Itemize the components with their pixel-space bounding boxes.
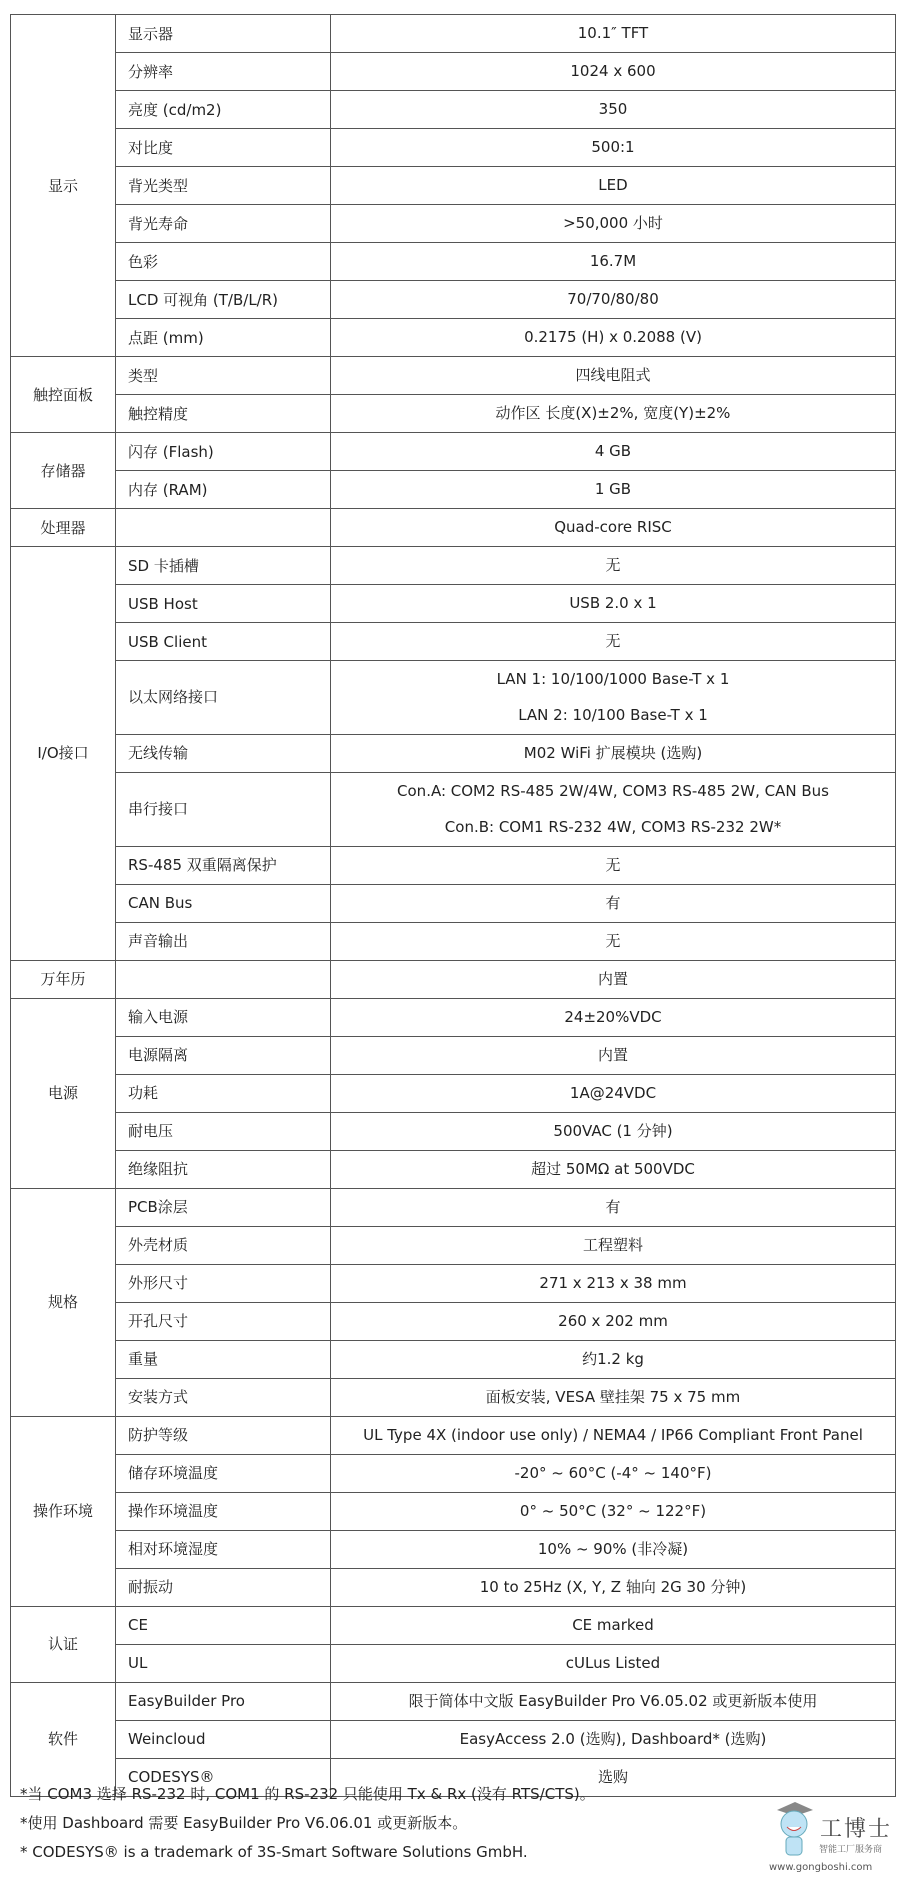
- footnotes: [20, 1780, 595, 1867]
- item-cell: 色彩: [116, 243, 331, 281]
- table-row: [11, 661, 896, 735]
- value-line: 24±20%VDC: [564, 1007, 662, 1026]
- table-row: [11, 585, 896, 623]
- item-cell: 储存环境温度: [116, 1454, 331, 1492]
- value-cell: [331, 129, 896, 167]
- value-line: 260 x 202 mm: [558, 1311, 668, 1330]
- value-cell: [331, 1378, 896, 1416]
- table-row: [11, 167, 896, 205]
- table-row: [11, 1682, 896, 1720]
- item-cell: 对比度: [116, 129, 331, 167]
- item-cell: USB Host: [116, 585, 331, 623]
- value-cell: [331, 960, 896, 998]
- watermark-logo: 工博士 智能工厂服务商 www.gongboshi.com: [765, 1800, 895, 1880]
- table-row: [11, 357, 896, 395]
- value-line: 10% ~ 90% (非冷凝): [537, 1539, 689, 1558]
- item-cell: 外壳材质: [116, 1226, 331, 1264]
- table-row: [11, 471, 896, 509]
- table-row: [11, 1644, 896, 1682]
- value-line: 超过 50MΩ at 500VDC: [531, 1159, 695, 1178]
- value-line: LAN 2: 10/100 Base-T x 1: [518, 706, 708, 725]
- item-cell: 防护等级: [116, 1416, 331, 1454]
- table-row: [11, 129, 896, 167]
- category-cell: I/O接口: [11, 547, 116, 961]
- value-line: 1024 x 600: [570, 62, 656, 80]
- item-cell: RS-485 双重隔离保护: [116, 846, 331, 884]
- item-cell: [116, 960, 331, 998]
- spec-table: [10, 14, 896, 1797]
- value-cell: [331, 846, 896, 884]
- item-cell: 安装方式: [116, 1378, 331, 1416]
- value-cell: [331, 1340, 896, 1378]
- table-row: [11, 1416, 896, 1454]
- item-cell: 相对环境湿度: [116, 1530, 331, 1568]
- value-line: 无: [605, 855, 621, 874]
- item-cell: 触控精度: [116, 395, 331, 433]
- item-cell: 功耗: [116, 1074, 331, 1112]
- value-line: 有: [605, 1197, 621, 1216]
- footnote: *当 COM3 选择 RS-232 时, COM1 的 RS-232 只能使用 Tx & Rx (没有 RTS/CTS)。: [20, 1785, 595, 1803]
- item-cell: [116, 509, 331, 547]
- item-cell: 背光类型: [116, 167, 331, 205]
- table-row: [11, 846, 896, 884]
- value-cell: [331, 167, 896, 205]
- value-line: 271 x 213 x 38 mm: [539, 1273, 687, 1292]
- item-cell: Weincloud: [116, 1720, 331, 1758]
- value-cell: [331, 998, 896, 1036]
- value-cell: [331, 772, 896, 846]
- value-line: -20° ~ 60°C (-4° ~ 140°F): [514, 1463, 712, 1482]
- item-cell: 绝缘阻抗: [116, 1150, 331, 1188]
- table-row: [11, 15, 896, 53]
- value-line: LAN 1: 10/100/1000 Base-T x 1: [496, 670, 730, 689]
- value-cell: [331, 1074, 896, 1112]
- table-row: [11, 395, 896, 433]
- table-row: [11, 998, 896, 1036]
- value-line: 350: [598, 100, 628, 118]
- value-cell: [331, 1150, 896, 1188]
- value-line: EasyAccess 2.0 (选购), Dashboard* (选购): [459, 1729, 767, 1748]
- item-cell: PCB涂层: [116, 1188, 331, 1226]
- category-cell: 电源: [11, 998, 116, 1188]
- category-cell: 规格: [11, 1188, 116, 1416]
- value-line: LED: [598, 176, 628, 194]
- value-line: >50,000 小时: [563, 214, 663, 232]
- table-row: [11, 922, 896, 960]
- value-line: 无: [605, 556, 621, 574]
- category-cell: 处理器: [11, 509, 116, 547]
- value-cell: [331, 1644, 896, 1682]
- value-cell: [331, 1302, 896, 1340]
- value-line: Quad-core RISC: [554, 518, 672, 536]
- table-row: [11, 1454, 896, 1492]
- item-cell: 内存 (RAM): [116, 471, 331, 509]
- value-cell: [331, 1112, 896, 1150]
- value-line: 四线电阻式: [575, 366, 651, 384]
- value-line: 70/70/80/80: [567, 290, 659, 308]
- item-cell: 显示器: [116, 15, 331, 53]
- value-cell: [331, 922, 896, 960]
- value-line: 工程塑料: [582, 1235, 643, 1254]
- value-cell: [331, 1606, 896, 1644]
- table-row: [11, 1530, 896, 1568]
- value-line: 1 GB: [594, 480, 632, 498]
- value-line: 500:1: [591, 138, 635, 156]
- item-cell: USB Client: [116, 623, 331, 661]
- item-cell: 电源隔离: [116, 1036, 331, 1074]
- value-cell: [331, 547, 896, 585]
- value-cell: [331, 319, 896, 357]
- category-cell: 认证: [11, 1606, 116, 1682]
- value-line: 10 to 25Hz (X, Y, Z 轴向 2G 30 分钟): [479, 1577, 747, 1596]
- value-cell: [331, 15, 896, 53]
- value-cell: [331, 1188, 896, 1226]
- category-cell: 显示: [11, 15, 116, 357]
- value-line: 0° ~ 50°C (32° ~ 122°F): [519, 1501, 707, 1520]
- value-cell: [331, 1568, 896, 1606]
- value-line: 面板安装, VESA 壁挂架 75 x 75 mm: [485, 1387, 741, 1406]
- value-line: 0.2175 (H) x 0.2088 (V): [524, 328, 702, 346]
- value-cell: [331, 509, 896, 547]
- table-row: [11, 884, 896, 922]
- value-cell: [331, 1226, 896, 1264]
- item-cell: 耐振动: [116, 1568, 331, 1606]
- value-cell: [331, 1492, 896, 1530]
- footnote: *使用 Dashboard 需要 EasyBuilder Pro V6.06.01 或更新版本。: [20, 1814, 468, 1832]
- value-line: M02 WiFi 扩展模块 (选购): [523, 743, 703, 762]
- table-row: [11, 1074, 896, 1112]
- value-cell: [331, 91, 896, 129]
- table-row: [11, 1264, 896, 1302]
- item-cell: 声音输出: [116, 922, 331, 960]
- table-row: [11, 1606, 896, 1644]
- value-cell: [331, 243, 896, 281]
- value-cell: [331, 884, 896, 922]
- value-line: 无: [605, 931, 621, 950]
- value-cell: [331, 734, 896, 772]
- value-cell: [331, 433, 896, 471]
- item-cell: CE: [116, 1606, 331, 1644]
- category-cell: 万年历: [11, 960, 116, 998]
- value-cell: [331, 357, 896, 395]
- table-row: [11, 772, 896, 846]
- value-line: 无: [605, 632, 621, 650]
- table-row: [11, 1720, 896, 1758]
- item-cell: LCD 可视角 (T/B/L/R): [116, 281, 331, 319]
- value-line: 约1.2 kg: [582, 1349, 644, 1368]
- value-line: 16.7M: [589, 252, 637, 270]
- item-cell: 类型: [116, 357, 331, 395]
- value-line: cULus Listed: [565, 1653, 661, 1672]
- value-line: Con.A: COM2 RS-485 2W/4W, COM3 RS-485 2W, CAN Bus: [397, 782, 829, 801]
- table-row: [11, 1302, 896, 1340]
- value-cell: [331, 471, 896, 509]
- item-cell: 闪存 (Flash): [116, 433, 331, 471]
- item-cell: 输入电源: [116, 998, 331, 1036]
- category-cell: 触控面板: [11, 357, 116, 433]
- table-row: [11, 1112, 896, 1150]
- table-row: [11, 509, 896, 547]
- item-cell: EasyBuilder Pro: [116, 1682, 331, 1720]
- value-cell: [331, 1682, 896, 1720]
- value-cell: [331, 623, 896, 661]
- value-line: CE marked: [572, 1615, 654, 1634]
- value-cell: [331, 1720, 896, 1758]
- table-row: [11, 53, 896, 91]
- table-row: [11, 1568, 896, 1606]
- item-cell: 无线传输: [116, 734, 331, 772]
- item-cell: 开孔尺寸: [116, 1302, 331, 1340]
- item-cell: 耐电压: [116, 1112, 331, 1150]
- value-line: 内置: [597, 969, 628, 988]
- table-row: [11, 91, 896, 129]
- table-row: [11, 1378, 896, 1416]
- category-cell: 存储器: [11, 433, 116, 509]
- value-line: Con.B: COM1 RS-232 4W, COM3 RS-232 2W*: [444, 818, 782, 837]
- table-row: [11, 1340, 896, 1378]
- footnote: * CODESYS® is a trademark of 3S-Smart Software Solutions GmbH.: [20, 1843, 528, 1861]
- item-cell: 串行接口: [116, 772, 331, 846]
- value-cell: [331, 1530, 896, 1568]
- item-cell: 外形尺寸: [116, 1264, 331, 1302]
- item-cell: 重量: [116, 1340, 331, 1378]
- table-row: [11, 243, 896, 281]
- value-line: 4 GB: [594, 442, 632, 460]
- category-cell: 软件: [11, 1682, 116, 1796]
- value-line: 10.1″ TFT: [577, 24, 649, 42]
- item-cell: SD 卡插槽: [116, 547, 331, 585]
- value-cell: [331, 1264, 896, 1302]
- value-cell: [331, 281, 896, 319]
- item-cell: 背光寿命: [116, 205, 331, 243]
- value-line: 1A@24VDC: [569, 1083, 657, 1102]
- table-row: [11, 1036, 896, 1074]
- value-line: USB 2.0 x 1: [569, 594, 657, 612]
- table-row: [11, 1492, 896, 1530]
- category-cell: 操作环境: [11, 1416, 116, 1606]
- value-line: 内置: [597, 1045, 628, 1064]
- item-cell: CODESYS®: [116, 1758, 331, 1796]
- table-row: [11, 433, 896, 471]
- table-row: [11, 319, 896, 357]
- value-line: 选购: [597, 1767, 628, 1786]
- item-cell: 亮度 (cd/m2): [116, 91, 331, 129]
- value-line: UL Type 4X (indoor use only) / NEMA4 / IP66 Compliant Front Panel: [363, 1425, 863, 1444]
- item-cell: 以太网络接口: [116, 661, 331, 735]
- item-cell: 分辨率: [116, 53, 331, 91]
- mascot-icon: [769, 1800, 819, 1862]
- table-row: [11, 1150, 896, 1188]
- item-cell: UL: [116, 1644, 331, 1682]
- table-row: [11, 547, 896, 585]
- value-cell: [331, 1416, 896, 1454]
- value-cell: [331, 585, 896, 623]
- value-cell: [331, 395, 896, 433]
- value-line: 动作区 长度(X)±2%, 宽度(Y)±2%: [495, 404, 731, 422]
- value-cell: [331, 53, 896, 91]
- table-row: [11, 205, 896, 243]
- value-cell: [331, 1036, 896, 1074]
- value-cell: [331, 1454, 896, 1492]
- item-cell: 点距 (mm): [116, 319, 331, 357]
- value-cell: [331, 661, 896, 735]
- table-row: [11, 734, 896, 772]
- item-cell: CAN Bus: [116, 884, 331, 922]
- value-line: 限于简体中文版 EasyBuilder Pro V6.05.02 或更新版本使用: [408, 1691, 818, 1710]
- table-row: [11, 281, 896, 319]
- table-row: [11, 1226, 896, 1264]
- value-line: 500VAC (1 分钟): [553, 1121, 673, 1140]
- value-line: 有: [605, 893, 621, 912]
- value-cell: [331, 205, 896, 243]
- item-cell: 操作环境温度: [116, 1492, 331, 1530]
- table-row: [11, 960, 896, 998]
- table-row: [11, 1188, 896, 1226]
- table-row: [11, 623, 896, 661]
